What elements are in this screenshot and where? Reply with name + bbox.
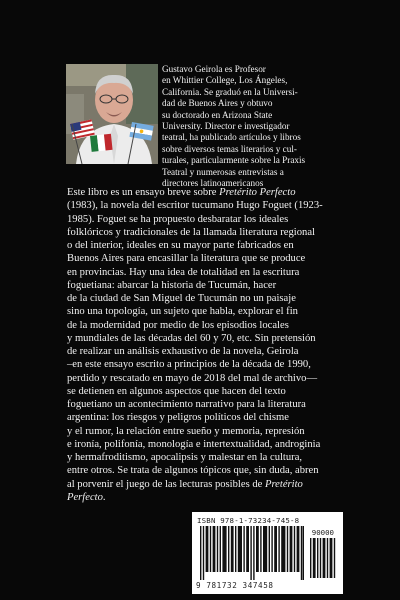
bio-line: teatral, ha publicado artículos y libros: [162, 132, 301, 143]
description-line: (1983), la novela del escritor tucumano Hugo Foguet (1923-: [67, 200, 323, 212]
book-description: [67, 186, 345, 504]
description-line: folklóricos y tradicionales de la llamada literatura regional: [67, 226, 315, 238]
description-line: 1985). Foguet se ha propuesto desbaratar los ideales: [67, 213, 289, 225]
book-title-italic: Pretérito: [264, 478, 303, 490]
description-line: [67, 491, 345, 504]
book-title-italic: Pretérito Perfecto: [219, 187, 296, 198]
bio-line: dad de Buenos Aires y obtuvo: [162, 98, 273, 109]
bio-line: California. Se graduó en la Universi-: [162, 86, 298, 97]
description-line: sino una topología, un sujeto que habla, explorar el fin: [67, 306, 298, 318]
description-line: o del interior, ideales en su mayor parte fabricados en: [67, 240, 294, 251]
description-line: [67, 186, 345, 199]
description-line: Buenos Aires para encasillar la literatura que se produce: [67, 253, 306, 265]
isbn-barcode: [192, 512, 343, 594]
ean-barcode-bars: [200, 526, 304, 580]
bio-line: Gustavo Geirola es Profesor: [162, 64, 266, 74]
description-line: argentina: los riesgos y peligros políticos del chisme: [67, 412, 289, 424]
description-line: de la modernidad por medio de los episodios locales: [67, 319, 289, 331]
description-line: foguetiana: abarcar la historia de Tucumán, hacer: [67, 279, 277, 291]
description-line: [67, 478, 345, 491]
description-line: e ironía, polifonía, monología e intertextualidad, androginia: [67, 438, 321, 450]
description-line: de realizar un análisis exhaustivo de la novela, Geirola: [67, 346, 299, 357]
description-line: y mundiales de las décadas del 60 y 70, etc. Sin pretensión: [67, 332, 316, 344]
bio-line: Teatral y numerosas entrevistas a: [162, 166, 284, 177]
barcode-digits: 9 781732 347458: [196, 581, 274, 590]
bio-line: directores latinoamericanos: [162, 178, 264, 189]
bio-line: University. Director e investigador: [162, 121, 290, 132]
bio-line: su doctorado en Arizona State: [162, 109, 273, 120]
description-line: y el rumor, la relación entre sueño y memoria, represión: [67, 425, 305, 437]
book-title-italic: Perfecto: [67, 491, 103, 503]
description-line: –en este ensayo escrito a principios de la década de 1990,: [67, 359, 311, 371]
price-code: 90000: [311, 528, 334, 537]
bio-line: turales, particularmente sobre la Praxis: [162, 155, 306, 166]
description-line: perdido y rescatado en mayo de 2018 del mal de archivo—: [67, 372, 318, 384]
description-text: al porvenir el juego de las lecturas posibles de: [67, 478, 265, 490]
bio-line: en Whittier College, Los Ángeles,: [162, 75, 288, 86]
description-line: foguetiano un acontecimiento narrativo para la literatura: [67, 399, 306, 410]
description-line: en provincias. Hay una idea de totalidad en la escritura: [67, 266, 300, 278]
price-barcode-bars: [310, 538, 336, 578]
bio-line: sobre diversos temas literarios y cul-: [162, 143, 297, 154]
description-line: y hermafroditismo, apocalipsis y malestar en la cultura,: [67, 452, 303, 463]
author-photo: [66, 64, 158, 164]
description-text: Este libro es un ensayo breve sobre: [67, 187, 220, 198]
description-text: .: [102, 491, 106, 503]
description-line: entre otros. Se trata de algunos tópicos que, sin duda, abren: [67, 465, 319, 477]
description-line: de la ciudad de San Miguel de Tucumán no un paisaje: [67, 293, 296, 304]
isbn-label: ISBN 978-1-73234-745-8: [197, 516, 300, 525]
description-line: se detienen en algunos aspectos que hacen del texto: [67, 385, 286, 397]
author-bio: [162, 64, 344, 189]
